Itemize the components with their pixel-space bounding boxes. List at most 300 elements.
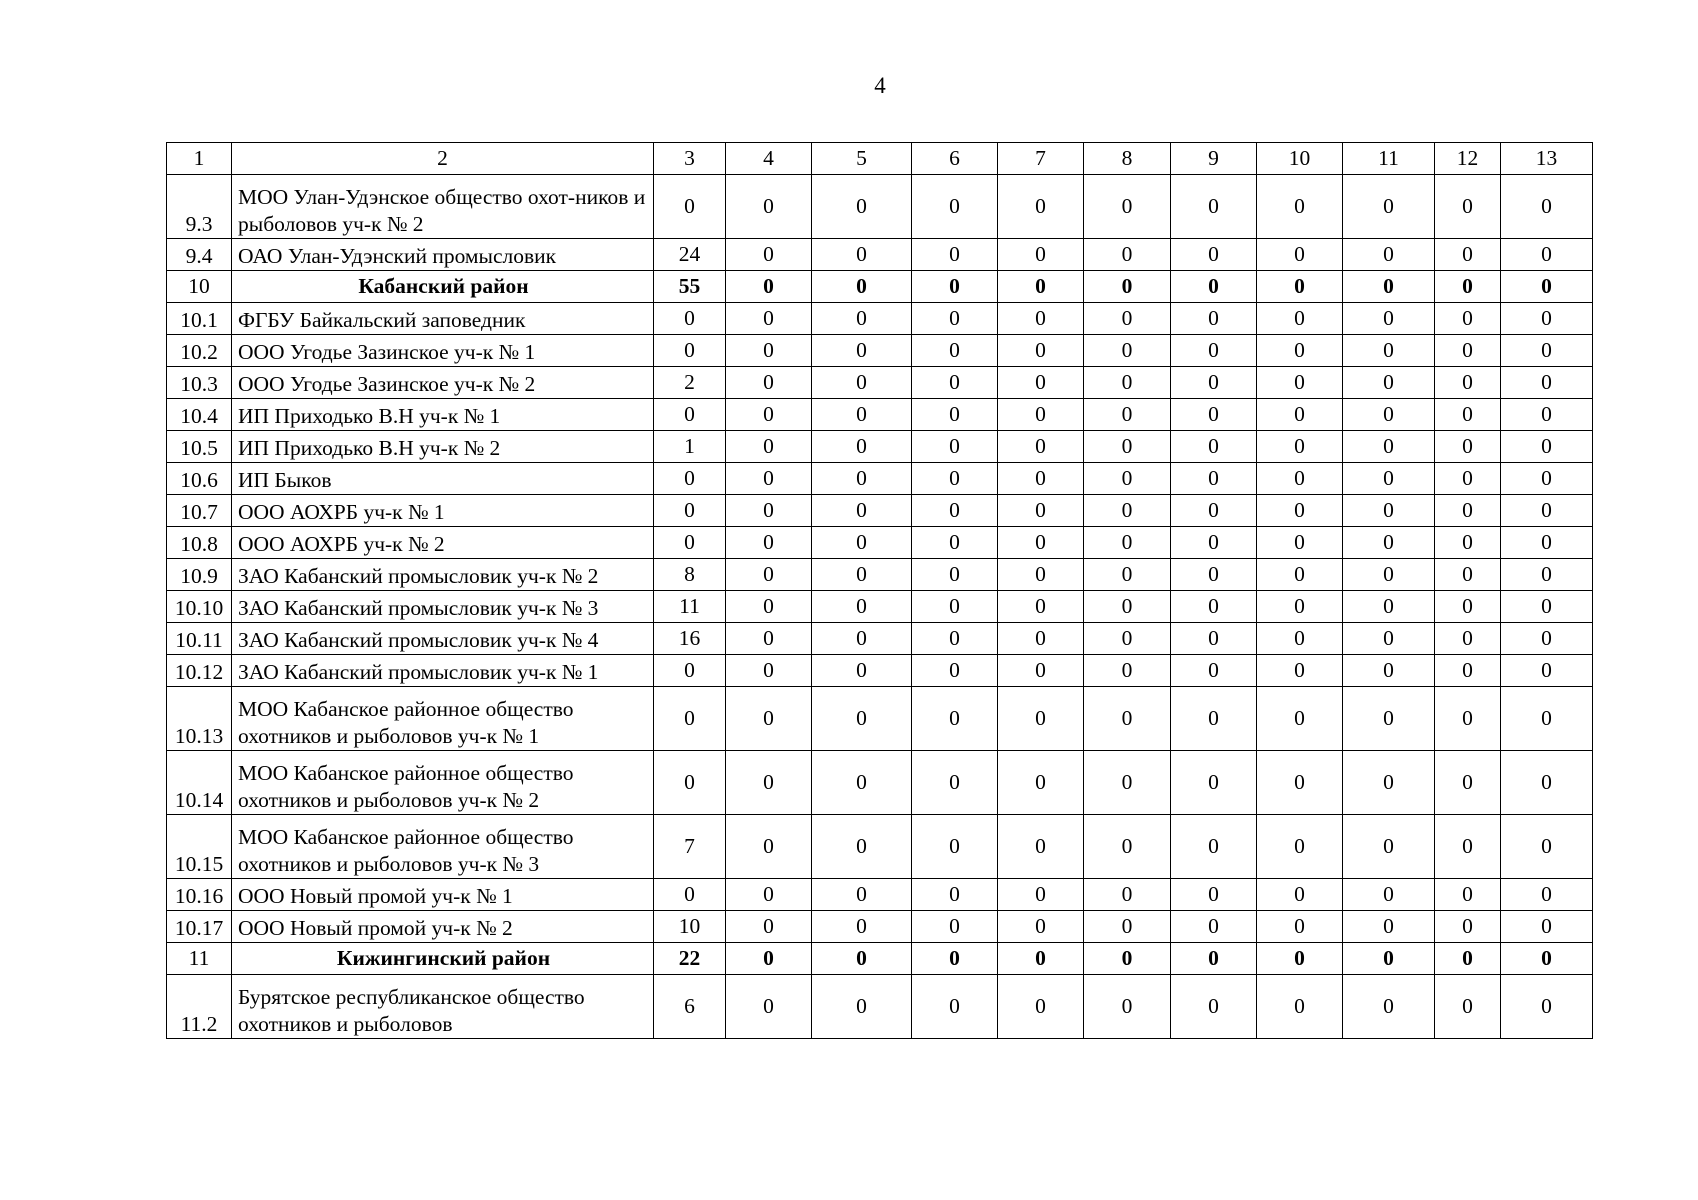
row-number: 10.2 [167, 335, 232, 367]
value-cell: 0 [1257, 175, 1343, 239]
row-name: Кабанский район [232, 271, 654, 303]
row-name: ЗАО Кабанский промысловик уч-к № 3 [232, 591, 654, 623]
table-row [167, 623, 1593, 655]
value-cell: 0 [1171, 943, 1257, 975]
value-cell: 0 [1257, 815, 1343, 879]
value-cell: 55 [654, 271, 726, 303]
value-cell: 0 [1084, 879, 1171, 911]
value-cell: 0 [1084, 559, 1171, 591]
value-cell: 0 [1501, 271, 1593, 303]
value-cell: 0 [998, 879, 1084, 911]
value-cell: 0 [812, 815, 912, 879]
value-cell: 0 [1084, 271, 1171, 303]
value-cell: 0 [998, 431, 1084, 463]
value-cell: 0 [1343, 335, 1435, 367]
value-cell: 0 [1343, 623, 1435, 655]
value-cell: 0 [1501, 655, 1593, 687]
value-cell: 0 [1343, 527, 1435, 559]
value-cell: 0 [1435, 975, 1501, 1039]
value-cell: 0 [812, 623, 912, 655]
row-name: ИП Быков [232, 463, 654, 495]
row-number: 11 [167, 943, 232, 975]
table-row [167, 559, 1593, 591]
value-cell: 0 [912, 303, 998, 335]
row-number: 10.3 [167, 367, 232, 399]
value-cell: 0 [1084, 623, 1171, 655]
value-cell: 0 [812, 655, 912, 687]
value-cell: 0 [1501, 239, 1593, 271]
value-cell: 0 [998, 399, 1084, 431]
value-cell: 0 [1501, 687, 1593, 751]
row-number: 10.12 [167, 655, 232, 687]
value-cell: 0 [1171, 751, 1257, 815]
value-cell: 0 [812, 303, 912, 335]
value-cell: 0 [1257, 591, 1343, 623]
value-cell: 0 [1171, 367, 1257, 399]
column-header: 5 [812, 143, 912, 175]
column-header: 6 [912, 143, 998, 175]
value-cell: 0 [726, 623, 812, 655]
value-cell: 0 [812, 687, 912, 751]
column-header: 1 [167, 143, 232, 175]
value-cell: 0 [1435, 271, 1501, 303]
value-cell: 0 [1435, 591, 1501, 623]
value-cell: 0 [1435, 431, 1501, 463]
table-row [167, 303, 1593, 335]
value-cell: 0 [1343, 687, 1435, 751]
value-cell: 0 [1084, 975, 1171, 1039]
value-cell: 0 [1171, 623, 1257, 655]
value-cell: 0 [1343, 943, 1435, 975]
value-cell: 0 [1501, 175, 1593, 239]
value-cell: 0 [1501, 911, 1593, 943]
row-number: 10.4 [167, 399, 232, 431]
value-cell: 0 [1084, 815, 1171, 879]
header-row [167, 143, 1593, 175]
value-cell: 0 [1171, 559, 1257, 591]
value-cell: 0 [1435, 751, 1501, 815]
row-number: 10.5 [167, 431, 232, 463]
row-name: ЗАО Кабанский промысловик уч-к № 1 [232, 655, 654, 687]
value-cell: 0 [912, 431, 998, 463]
value-cell: 0 [1343, 463, 1435, 495]
value-cell: 0 [726, 687, 812, 751]
row-name: ООО АОХРБ уч-к № 2 [232, 527, 654, 559]
value-cell: 0 [1171, 431, 1257, 463]
value-cell: 0 [1257, 399, 1343, 431]
value-cell: 0 [1343, 559, 1435, 591]
value-cell: 0 [1435, 655, 1501, 687]
data-table [166, 142, 1593, 1039]
row-name: МОО Кабанское районное общество охотников и рыболовов уч-к № 2 [232, 751, 654, 815]
value-cell: 0 [1171, 239, 1257, 271]
value-cell: 0 [912, 495, 998, 527]
row-number: 10.8 [167, 527, 232, 559]
row-number: 10.6 [167, 463, 232, 495]
value-cell: 0 [1171, 911, 1257, 943]
value-cell: 0 [726, 975, 812, 1039]
value-cell: 0 [726, 367, 812, 399]
value-cell: 0 [998, 623, 1084, 655]
value-cell: 0 [726, 591, 812, 623]
table-row [167, 815, 1593, 879]
row-number: 10.16 [167, 879, 232, 911]
page-number: 4 [874, 73, 886, 98]
value-cell: 0 [1084, 239, 1171, 271]
value-cell: 0 [1084, 943, 1171, 975]
value-cell: 0 [1084, 591, 1171, 623]
value-cell: 0 [998, 495, 1084, 527]
value-cell: 0 [812, 495, 912, 527]
value-cell: 16 [654, 623, 726, 655]
value-cell: 0 [1343, 879, 1435, 911]
value-cell: 0 [1257, 911, 1343, 943]
row-name: ОАО Улан-Удэнский промысловик [232, 239, 654, 271]
value-cell: 0 [654, 463, 726, 495]
value-cell: 0 [812, 879, 912, 911]
value-cell: 0 [1084, 175, 1171, 239]
value-cell: 0 [726, 175, 812, 239]
value-cell: 0 [998, 591, 1084, 623]
value-cell: 0 [998, 687, 1084, 751]
value-cell: 0 [1435, 495, 1501, 527]
value-cell: 0 [1435, 559, 1501, 591]
value-cell: 0 [1257, 335, 1343, 367]
row-number: 10.11 [167, 623, 232, 655]
column-header: 10 [1257, 143, 1343, 175]
value-cell: 0 [1343, 399, 1435, 431]
value-cell: 0 [1084, 911, 1171, 943]
value-cell: 0 [1435, 879, 1501, 911]
value-cell: 6 [654, 975, 726, 1039]
value-cell: 0 [912, 335, 998, 367]
value-cell: 0 [726, 527, 812, 559]
value-cell: 0 [1257, 463, 1343, 495]
value-cell: 0 [654, 879, 726, 911]
value-cell: 0 [912, 623, 998, 655]
value-cell: 0 [1171, 495, 1257, 527]
row-name: МОО Улан-Удэнское общество охот-ников и рыболовов уч-к № 2 [232, 175, 654, 239]
table-row [167, 591, 1593, 623]
value-cell: 0 [1343, 751, 1435, 815]
value-cell: 0 [1084, 367, 1171, 399]
value-cell: 0 [1435, 687, 1501, 751]
column-header: 12 [1435, 143, 1501, 175]
value-cell: 0 [1257, 495, 1343, 527]
value-cell: 0 [1435, 367, 1501, 399]
value-cell: 0 [1171, 879, 1257, 911]
value-cell: 0 [1171, 335, 1257, 367]
value-cell: 0 [654, 399, 726, 431]
value-cell: 0 [1257, 559, 1343, 591]
value-cell: 0 [1343, 367, 1435, 399]
value-cell: 0 [1501, 495, 1593, 527]
row-number: 10.17 [167, 911, 232, 943]
row-number: 9.4 [167, 239, 232, 271]
table-row [167, 687, 1593, 751]
value-cell: 0 [1501, 751, 1593, 815]
column-header: 8 [1084, 143, 1171, 175]
value-cell: 0 [1257, 687, 1343, 751]
value-cell: 0 [998, 815, 1084, 879]
value-cell: 0 [1257, 623, 1343, 655]
row-name: МОО Кабанское районное общество охотников и рыболовов уч-к № 3 [232, 815, 654, 879]
value-cell: 0 [812, 559, 912, 591]
row-name: МОО Кабанское районное общество охотников и рыболовов уч-к № 1 [232, 687, 654, 751]
value-cell: 0 [1257, 303, 1343, 335]
value-cell: 0 [1435, 399, 1501, 431]
value-cell: 0 [1501, 623, 1593, 655]
row-name: Кижингинский район [232, 943, 654, 975]
value-cell: 0 [1171, 175, 1257, 239]
value-cell: 0 [1435, 527, 1501, 559]
value-cell: 0 [998, 527, 1084, 559]
column-header: 3 [654, 143, 726, 175]
value-cell: 0 [1343, 303, 1435, 335]
row-number: 10.13 [167, 687, 232, 751]
value-cell: 0 [1084, 687, 1171, 751]
value-cell: 24 [654, 239, 726, 271]
value-cell: 0 [1257, 943, 1343, 975]
value-cell: 0 [1257, 527, 1343, 559]
value-cell: 0 [1501, 303, 1593, 335]
value-cell: 0 [1343, 655, 1435, 687]
table-row [167, 431, 1593, 463]
value-cell: 0 [912, 367, 998, 399]
value-cell: 0 [1501, 463, 1593, 495]
value-cell: 0 [1343, 239, 1435, 271]
value-cell: 0 [912, 463, 998, 495]
value-cell: 0 [1343, 175, 1435, 239]
value-cell: 0 [1171, 463, 1257, 495]
value-cell: 0 [726, 335, 812, 367]
value-cell: 0 [1343, 911, 1435, 943]
table-row [167, 911, 1593, 943]
value-cell: 0 [1171, 527, 1257, 559]
table-row [167, 399, 1593, 431]
value-cell: 0 [1084, 399, 1171, 431]
value-cell: 0 [812, 335, 912, 367]
value-cell: 8 [654, 559, 726, 591]
value-cell: 0 [1343, 975, 1435, 1039]
value-cell: 0 [726, 879, 812, 911]
value-cell: 0 [912, 687, 998, 751]
row-number: 10.9 [167, 559, 232, 591]
value-cell: 0 [998, 175, 1084, 239]
value-cell: 11 [654, 591, 726, 623]
value-cell: 0 [998, 335, 1084, 367]
value-cell: 0 [1501, 399, 1593, 431]
value-cell: 0 [1501, 335, 1593, 367]
value-cell: 0 [812, 399, 912, 431]
value-cell: 0 [912, 175, 998, 239]
value-cell: 0 [1435, 239, 1501, 271]
value-cell: 0 [912, 527, 998, 559]
value-cell: 0 [1343, 431, 1435, 463]
value-cell: 0 [654, 527, 726, 559]
value-cell: 0 [998, 751, 1084, 815]
value-cell: 0 [998, 303, 1084, 335]
value-cell: 0 [998, 655, 1084, 687]
value-cell: 0 [912, 911, 998, 943]
table-row [167, 495, 1593, 527]
value-cell: 0 [1435, 175, 1501, 239]
value-cell: 0 [912, 751, 998, 815]
row-name: ИП Приходько В.Н уч-к № 1 [232, 399, 654, 431]
value-cell: 7 [654, 815, 726, 879]
value-cell: 0 [912, 399, 998, 431]
value-cell: 0 [998, 559, 1084, 591]
row-name: ООО Угодье Зазинское уч-к № 1 [232, 335, 654, 367]
value-cell: 0 [998, 975, 1084, 1039]
value-cell: 0 [1343, 495, 1435, 527]
value-cell: 0 [1084, 527, 1171, 559]
value-cell: 0 [1084, 751, 1171, 815]
value-cell: 0 [1257, 655, 1343, 687]
value-cell: 0 [1257, 239, 1343, 271]
column-header: 11 [1343, 143, 1435, 175]
table-row [167, 367, 1593, 399]
value-cell: 0 [1343, 271, 1435, 303]
row-name: ЗАО Кабанский промысловик уч-к № 2 [232, 559, 654, 591]
value-cell: 0 [654, 655, 726, 687]
value-cell: 0 [1171, 303, 1257, 335]
value-cell: 0 [812, 239, 912, 271]
value-cell: 0 [726, 271, 812, 303]
value-cell: 0 [812, 975, 912, 1039]
value-cell: 0 [912, 655, 998, 687]
district-row [167, 943, 1593, 975]
row-name: Бурятское республиканское общество охотников и рыболовов [232, 975, 654, 1039]
value-cell: 0 [1435, 623, 1501, 655]
value-cell: 0 [912, 879, 998, 911]
value-cell: 0 [1084, 463, 1171, 495]
value-cell: 0 [812, 527, 912, 559]
value-cell: 0 [1501, 431, 1593, 463]
row-name: ЗАО Кабанский промысловик уч-к № 4 [232, 623, 654, 655]
row-number: 10.14 [167, 751, 232, 815]
value-cell: 0 [1435, 335, 1501, 367]
value-cell: 0 [1501, 815, 1593, 879]
value-cell: 0 [912, 271, 998, 303]
value-cell: 0 [812, 591, 912, 623]
value-cell: 0 [812, 943, 912, 975]
row-name: ООО АОХРБ уч-к № 1 [232, 495, 654, 527]
row-name: ООО Новый промой уч-к № 1 [232, 879, 654, 911]
value-cell: 0 [912, 815, 998, 879]
row-name: ФГБУ Байкальский заповедник [232, 303, 654, 335]
value-cell: 2 [654, 367, 726, 399]
row-number: 10.7 [167, 495, 232, 527]
value-cell: 0 [726, 751, 812, 815]
value-cell: 0 [1084, 495, 1171, 527]
value-cell: 0 [998, 239, 1084, 271]
value-cell: 10 [654, 911, 726, 943]
row-number: 10.15 [167, 815, 232, 879]
value-cell: 0 [654, 303, 726, 335]
value-cell: 0 [726, 559, 812, 591]
value-cell: 0 [912, 559, 998, 591]
value-cell: 0 [1257, 751, 1343, 815]
value-cell: 0 [1501, 879, 1593, 911]
row-name: ООО Новый промой уч-к № 2 [232, 911, 654, 943]
row-number: 10.1 [167, 303, 232, 335]
table-row [167, 751, 1593, 815]
value-cell: 0 [1084, 335, 1171, 367]
value-cell: 0 [726, 815, 812, 879]
value-cell: 0 [1257, 975, 1343, 1039]
row-number: 9.3 [167, 175, 232, 239]
value-cell: 0 [1501, 943, 1593, 975]
value-cell: 0 [1501, 591, 1593, 623]
value-cell: 0 [912, 975, 998, 1039]
value-cell: 0 [1501, 559, 1593, 591]
value-cell: 0 [654, 495, 726, 527]
column-header: 4 [726, 143, 812, 175]
value-cell: 0 [998, 463, 1084, 495]
value-cell: 0 [998, 911, 1084, 943]
value-cell: 0 [812, 431, 912, 463]
table-row [167, 655, 1593, 687]
value-cell: 0 [812, 751, 912, 815]
value-cell: 0 [726, 463, 812, 495]
value-cell: 0 [1435, 815, 1501, 879]
value-cell: 0 [998, 367, 1084, 399]
value-cell: 0 [1435, 303, 1501, 335]
value-cell: 0 [912, 591, 998, 623]
table-row [167, 975, 1593, 1039]
value-cell: 0 [1501, 527, 1593, 559]
value-cell: 0 [1171, 975, 1257, 1039]
value-cell: 0 [998, 943, 1084, 975]
row-number: 11.2 [167, 975, 232, 1039]
value-cell: 0 [1171, 399, 1257, 431]
row-name: ИП Приходько В.Н уч-к № 2 [232, 431, 654, 463]
column-header: 9 [1171, 143, 1257, 175]
value-cell: 0 [812, 367, 912, 399]
value-cell: 0 [726, 303, 812, 335]
value-cell: 0 [654, 687, 726, 751]
column-header: 13 [1501, 143, 1593, 175]
column-header: 7 [998, 143, 1084, 175]
value-cell: 0 [1435, 943, 1501, 975]
value-cell: 0 [726, 911, 812, 943]
value-cell: 0 [1435, 463, 1501, 495]
table-row [167, 879, 1593, 911]
row-number: 10 [167, 271, 232, 303]
value-cell: 0 [1171, 271, 1257, 303]
value-cell: 0 [1435, 911, 1501, 943]
value-cell: 0 [1257, 879, 1343, 911]
table-body [167, 143, 1593, 1039]
value-cell: 0 [1257, 367, 1343, 399]
value-cell: 0 [812, 271, 912, 303]
column-header: 2 [232, 143, 654, 175]
value-cell: 0 [726, 943, 812, 975]
value-cell: 0 [654, 751, 726, 815]
value-cell: 0 [1171, 815, 1257, 879]
value-cell: 0 [726, 655, 812, 687]
value-cell: 0 [912, 943, 998, 975]
table-row [167, 527, 1593, 559]
row-number: 10.10 [167, 591, 232, 623]
value-cell: 0 [812, 463, 912, 495]
value-cell: 0 [1501, 975, 1593, 1039]
table-row [167, 239, 1593, 271]
table-row [167, 463, 1593, 495]
value-cell: 0 [1257, 431, 1343, 463]
value-cell: 0 [998, 271, 1084, 303]
